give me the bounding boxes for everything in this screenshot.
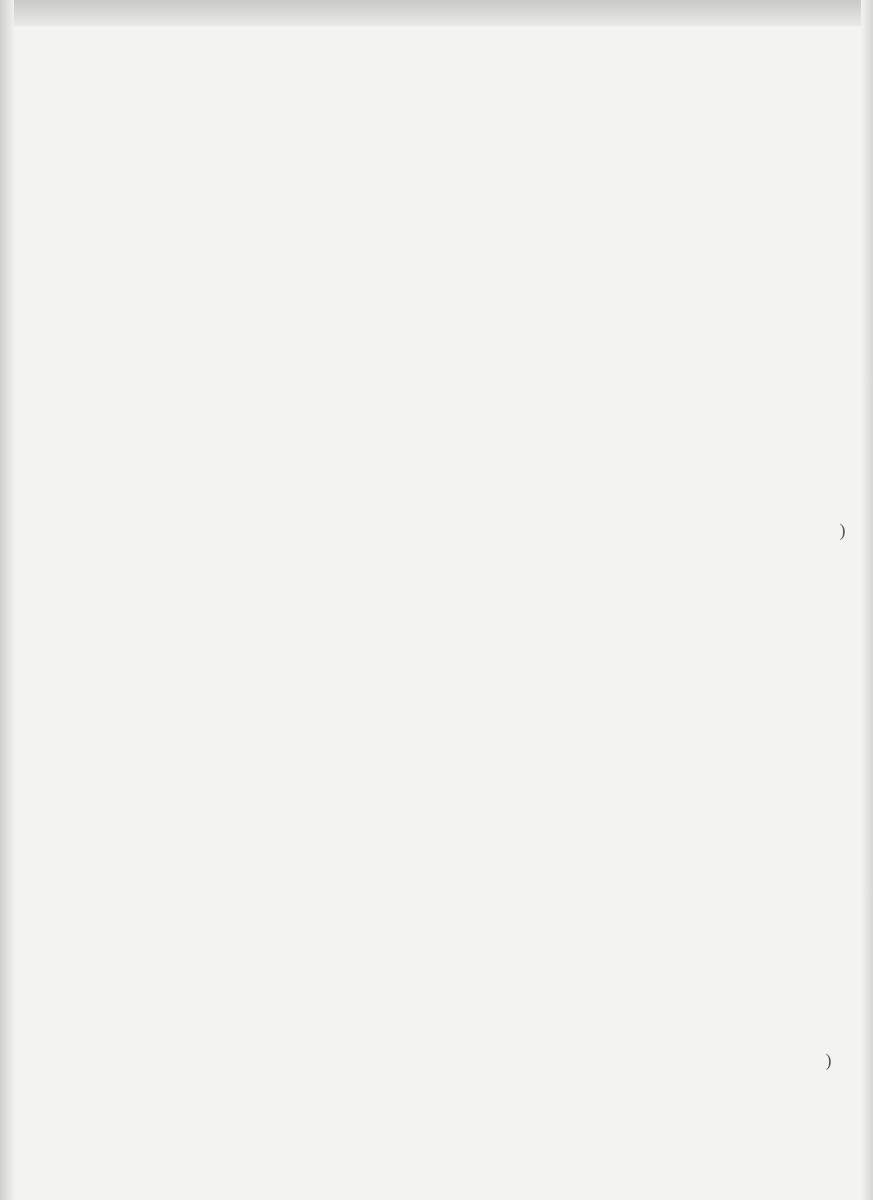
scan-artifact: (	[825, 1053, 832, 1074]
scan-artifact: (	[839, 523, 846, 544]
